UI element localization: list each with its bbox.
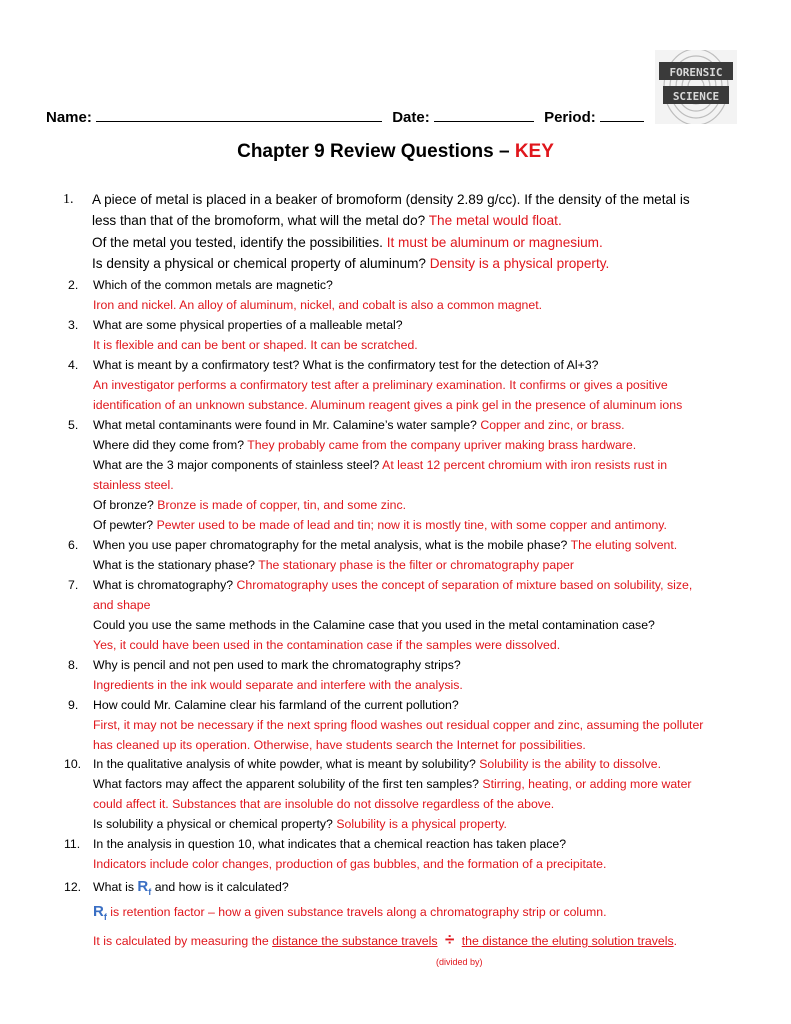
q4-answer-line2: identification of an unknown substance. Aluminum reagent gives a pink gel in the presence of aluminum ions (93, 398, 683, 412)
q1-line2 (92, 210, 562, 231)
q3-number: 3. (68, 318, 79, 332)
title-main: Chapter 9 Review Questions – (237, 141, 510, 162)
name-label: Name: (46, 109, 92, 126)
q10-line3 (93, 814, 507, 834)
q7-question2: Could you use the same methods in the Calamine case that you used in the metal contamination case? (93, 618, 655, 632)
q6-question1: When you use paper chromatography for the metal analysis, what is the mobile phase? (93, 538, 568, 552)
q9-number: 9. (68, 698, 79, 712)
logo-text-line1: FORENSIC (669, 66, 723, 79)
q5-answer4: Bronze is made of copper, tin, and some zinc. (157, 498, 407, 512)
q7-question1: What is chromatography? (93, 578, 234, 592)
q1-line1: A piece of metal is placed in a beaker of bromoform (density 2.89 g/cc). If the density of the metal is (92, 192, 690, 207)
q10-line2 (93, 774, 692, 794)
fingerprint-logo-graphic (655, 50, 737, 124)
q1-question2: less than that of the bromoform, what will the metal do? (92, 213, 426, 228)
date-blank[interactable] (434, 107, 534, 122)
q5-question5: Of pewter? (93, 518, 154, 532)
q7-answer2: Yes, it could have been used in the contamination case if the samples were dissolved. (93, 638, 561, 652)
q1-number: 1. (63, 192, 74, 207)
date-label: Date: (392, 109, 430, 126)
q7-answer1: Chromatography uses the concept of separation of mixture based on solubility, size, (236, 578, 693, 592)
q11-question: In the analysis in question 10, what indicates that a chemical reaction has taken place? (93, 837, 567, 851)
name-blank[interactable] (96, 107, 382, 122)
q7-number: 7. (68, 578, 79, 592)
q6-line2 (93, 555, 574, 575)
period-label: Period: (544, 109, 596, 126)
q1-line4 (92, 253, 609, 274)
q5-line3 (93, 455, 667, 475)
q10-question1: In the qualitative analysis of white powder, what is meant by solubility? (93, 757, 476, 771)
divided-by-note: (divided by) (436, 957, 483, 967)
q12-answer1: is retention factor – how a given substance travels along a chromatography strip or column. (110, 905, 607, 919)
q9-question: How could Mr. Calamine clear his farmland of the current pollution? (93, 698, 459, 712)
q5-question3: What are the 3 major components of stainless steel? (93, 458, 380, 472)
page-title (0, 141, 791, 163)
q12-answer-line2 (93, 930, 677, 951)
q6-line1 (93, 535, 677, 555)
q12-number: 12. (64, 880, 82, 894)
q10-answer3: Solubility is a physical property. (336, 817, 507, 831)
q5-answer1: Copper and zinc, or brass. (480, 418, 625, 432)
q1-answer2: The metal would float. (428, 213, 562, 228)
q12-question-pre: What is (93, 880, 134, 894)
q9-answer-line2: has cleaned up its operation. Otherwise, have students search the Internet for possibilities. (93, 738, 586, 752)
q2-number: 2. (68, 278, 79, 292)
logo-text-line2: SCIENCE (672, 90, 720, 103)
q5-number: 5. (68, 418, 79, 432)
q4-answer-line1: An investigator performs a confirmatory test after a preliminary examination. It confirms or gives a positive (93, 378, 668, 392)
q4-question: What is meant by a confirmatory test? What is the confirmatory test for the detection of Al+3? (93, 358, 599, 372)
q12-answer2-pre: It is calculated by measuring the (93, 934, 269, 948)
q9-answer-line1: First, it may not be necessary if the next spring flood washes out residual copper and zinc, assuming the polluter (93, 718, 704, 732)
rf-symbol-answer (93, 903, 107, 920)
q4-number: 4. (68, 358, 79, 372)
q2-question: Which of the common metals are magnetic? (93, 278, 333, 292)
q6-answer1: The eluting solvent. (570, 538, 678, 552)
rf-symbol (137, 878, 151, 895)
q5-line5 (93, 515, 667, 535)
q1-question3: Of the metal you tested, identify the possibilities. (92, 235, 383, 250)
forensic-science-logo (655, 50, 737, 124)
q1-line3 (92, 232, 603, 253)
q12-answer2-underlined2: the distance the eluting solution travels (461, 934, 674, 948)
rf-subscript-answer: f (103, 912, 107, 922)
q5-answer3-cont: stainless steel. (93, 478, 174, 492)
q5-question1: What metal contaminants were found in Mr. Calamine’s water sample? (93, 418, 477, 432)
q6-question2: What is the stationary phase? (93, 558, 255, 572)
q5-answer2: They probably came from the company upriver making brass hardware. (247, 438, 637, 452)
q10-line1 (93, 754, 661, 774)
period-blank[interactable] (600, 107, 644, 122)
q10-question3: Is solubility a physical or chemical property? (93, 817, 333, 831)
q10-answer2: Stirring, heating, or adding more water (482, 777, 692, 791)
q3-answer: It is flexible and can be bent or shaped. It can be scratched. (93, 338, 418, 352)
q11-number: 11. (64, 837, 81, 851)
q7-line1 (93, 575, 692, 595)
q1-answer4: Density is a physical property. (429, 256, 610, 271)
q12-question-post: and how is it calculated? (154, 880, 289, 894)
q12-answer2-underlined1: distance the substance travels (272, 934, 438, 948)
q12-answer-line1 (93, 902, 607, 927)
q3-question: What are some physical properties of a malleable metal? (93, 318, 403, 332)
q11-answer: Indicators include color changes, production of gas bubbles, and the formation of a precipitate. (93, 857, 607, 871)
q10-answer1: Solubility is the ability to dissolve. (479, 757, 662, 771)
q5-answer3: At least 12 percent chromium with iron resists rust in (382, 458, 668, 472)
q7-answer1-cont: and shape (93, 598, 151, 612)
q6-answer2: The stationary phase is the filter or chromatography paper (258, 558, 574, 572)
q5-answer5: Pewter used to be made of lead and tin; now it is mostly tine, with some copper and antimony. (156, 518, 667, 532)
q5-question4: Of bronze? (93, 498, 154, 512)
q2-answer: Iron and nickel. An alloy of aluminum, nickel, and cobalt is also a common magnet. (93, 298, 543, 312)
rf-letter: R (137, 878, 149, 895)
q10-number: 10. (64, 757, 82, 771)
q5-line2 (93, 435, 636, 455)
q10-answer2-cont: could affect it. Substances that are insoluble do not dissolve regardless of the above. (93, 797, 555, 811)
title-key: KEY (514, 141, 554, 162)
rf-letter-answer: R (93, 903, 104, 920)
q6-number: 6. (68, 538, 79, 552)
q10-question2: What factors may affect the apparent solubility of the first ten samples? (93, 777, 479, 791)
q5-line1 (93, 415, 625, 435)
rf-subscript: f (148, 887, 152, 897)
q8-question: Why is pencil and not pen used to mark the chromatography strips? (93, 658, 461, 672)
q1-answer3: It must be aluminum or magnesium. (386, 235, 603, 250)
q1-question4: Is density a physical or chemical property of aluminum? (92, 256, 426, 271)
student-header (46, 107, 666, 126)
q12-answer2-end: . (673, 934, 678, 948)
q5-line4 (93, 495, 406, 515)
q8-answer: Ingredients in the ink would separate and interfere with the analysis. (93, 678, 463, 692)
divide-icon: ÷ (444, 930, 455, 949)
q12-question (93, 877, 289, 902)
q5-question2: Where did they come from? (93, 438, 245, 452)
q8-number: 8. (68, 658, 79, 672)
